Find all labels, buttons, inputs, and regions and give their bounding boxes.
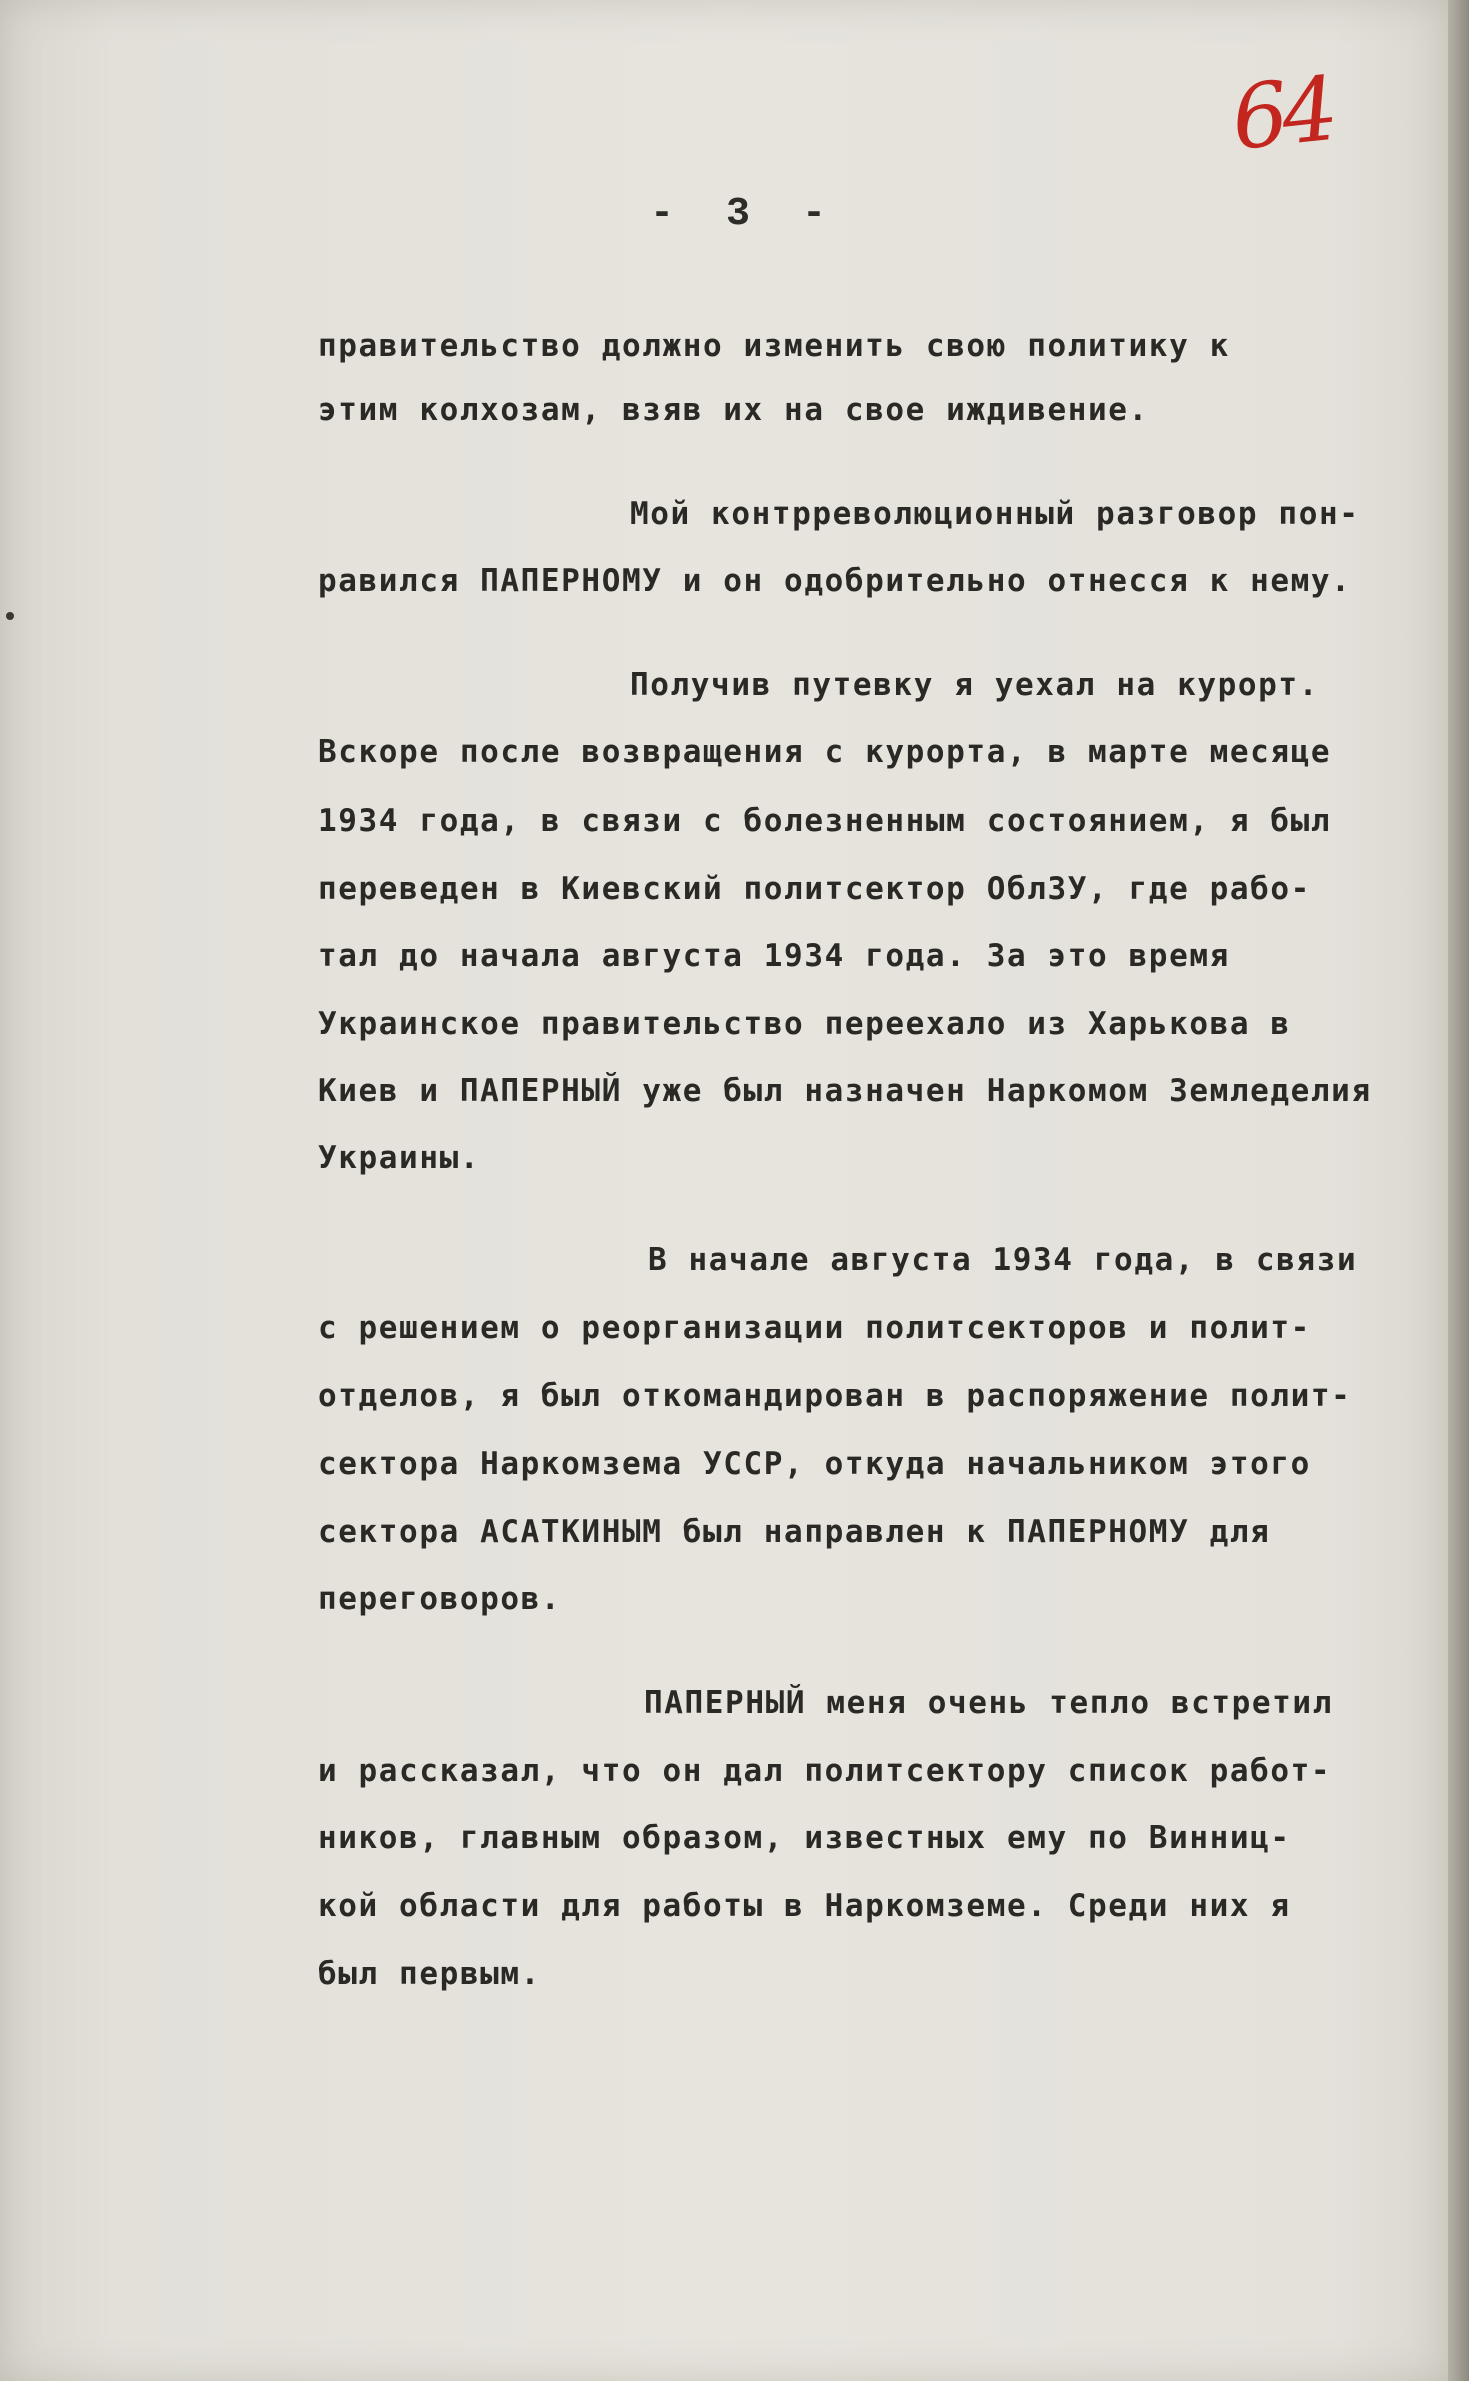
text-line: сектора АСАТКИНЫМ был направлен к ПАПЕРНОМУ для: [318, 1514, 1271, 1550]
text-line: Украины.: [318, 1140, 481, 1176]
page-edge: [1448, 0, 1469, 2381]
text-line: правительство должно изменить свою политику к: [318, 328, 1230, 364]
text-line: ников, главным образом, известных ему по Винниц-: [318, 1820, 1291, 1856]
text-line: Мой контрреволюционный разговор пон-: [630, 496, 1360, 532]
text-line: переговоров.: [318, 1581, 562, 1617]
text-line: ПАПЕРНЫЙ меня очень тепло встретил: [644, 1685, 1333, 1721]
folio-number: 64: [1226, 57, 1338, 170]
text-line: и рассказал, что он дал политсектору список работ-: [318, 1753, 1332, 1789]
page-number: - 3 -: [650, 192, 841, 237]
text-line: равился ПАПЕРНОМУ и он одобрительно отнесся к нему.: [318, 563, 1352, 599]
text-line: Украинское правительство переехало из Харькова в: [318, 1006, 1291, 1042]
text-line: сектора Наркомзема УССР, откуда начальником этого: [318, 1446, 1311, 1482]
text-line: был первым.: [318, 1956, 541, 1992]
text-line: Вскоре после возвращения с курорта, в марте месяце: [318, 734, 1332, 770]
text-line: Получив путевку я уехал на курорт.: [630, 667, 1319, 703]
text-line: В начале августа 1934 года, в связи: [648, 1242, 1358, 1278]
text-line: этим колхозам, взяв их на свое иждивение.: [318, 392, 1149, 428]
text-line: переведен в Киевский политсектор ОблЗУ, где рабо-: [318, 871, 1311, 907]
binding-hole-mark: [6, 612, 14, 620]
text-line: Киев и ПАПЕРНЫЙ уже был назначен Наркомом Земледелия: [318, 1073, 1372, 1109]
text-line: кой области для работы в Наркомземе. Среди них я: [318, 1888, 1291, 1924]
text-line: с решением о реорганизации политсекторов и полит-: [318, 1310, 1311, 1346]
text-line: тал до начала августа 1934 года. За это время: [318, 938, 1230, 974]
text-line: отделов, я был откомандирован в распоряжение полит-: [318, 1378, 1352, 1414]
text-line: 1934 года, в связи с болезненным состоянием, я был: [318, 803, 1332, 839]
